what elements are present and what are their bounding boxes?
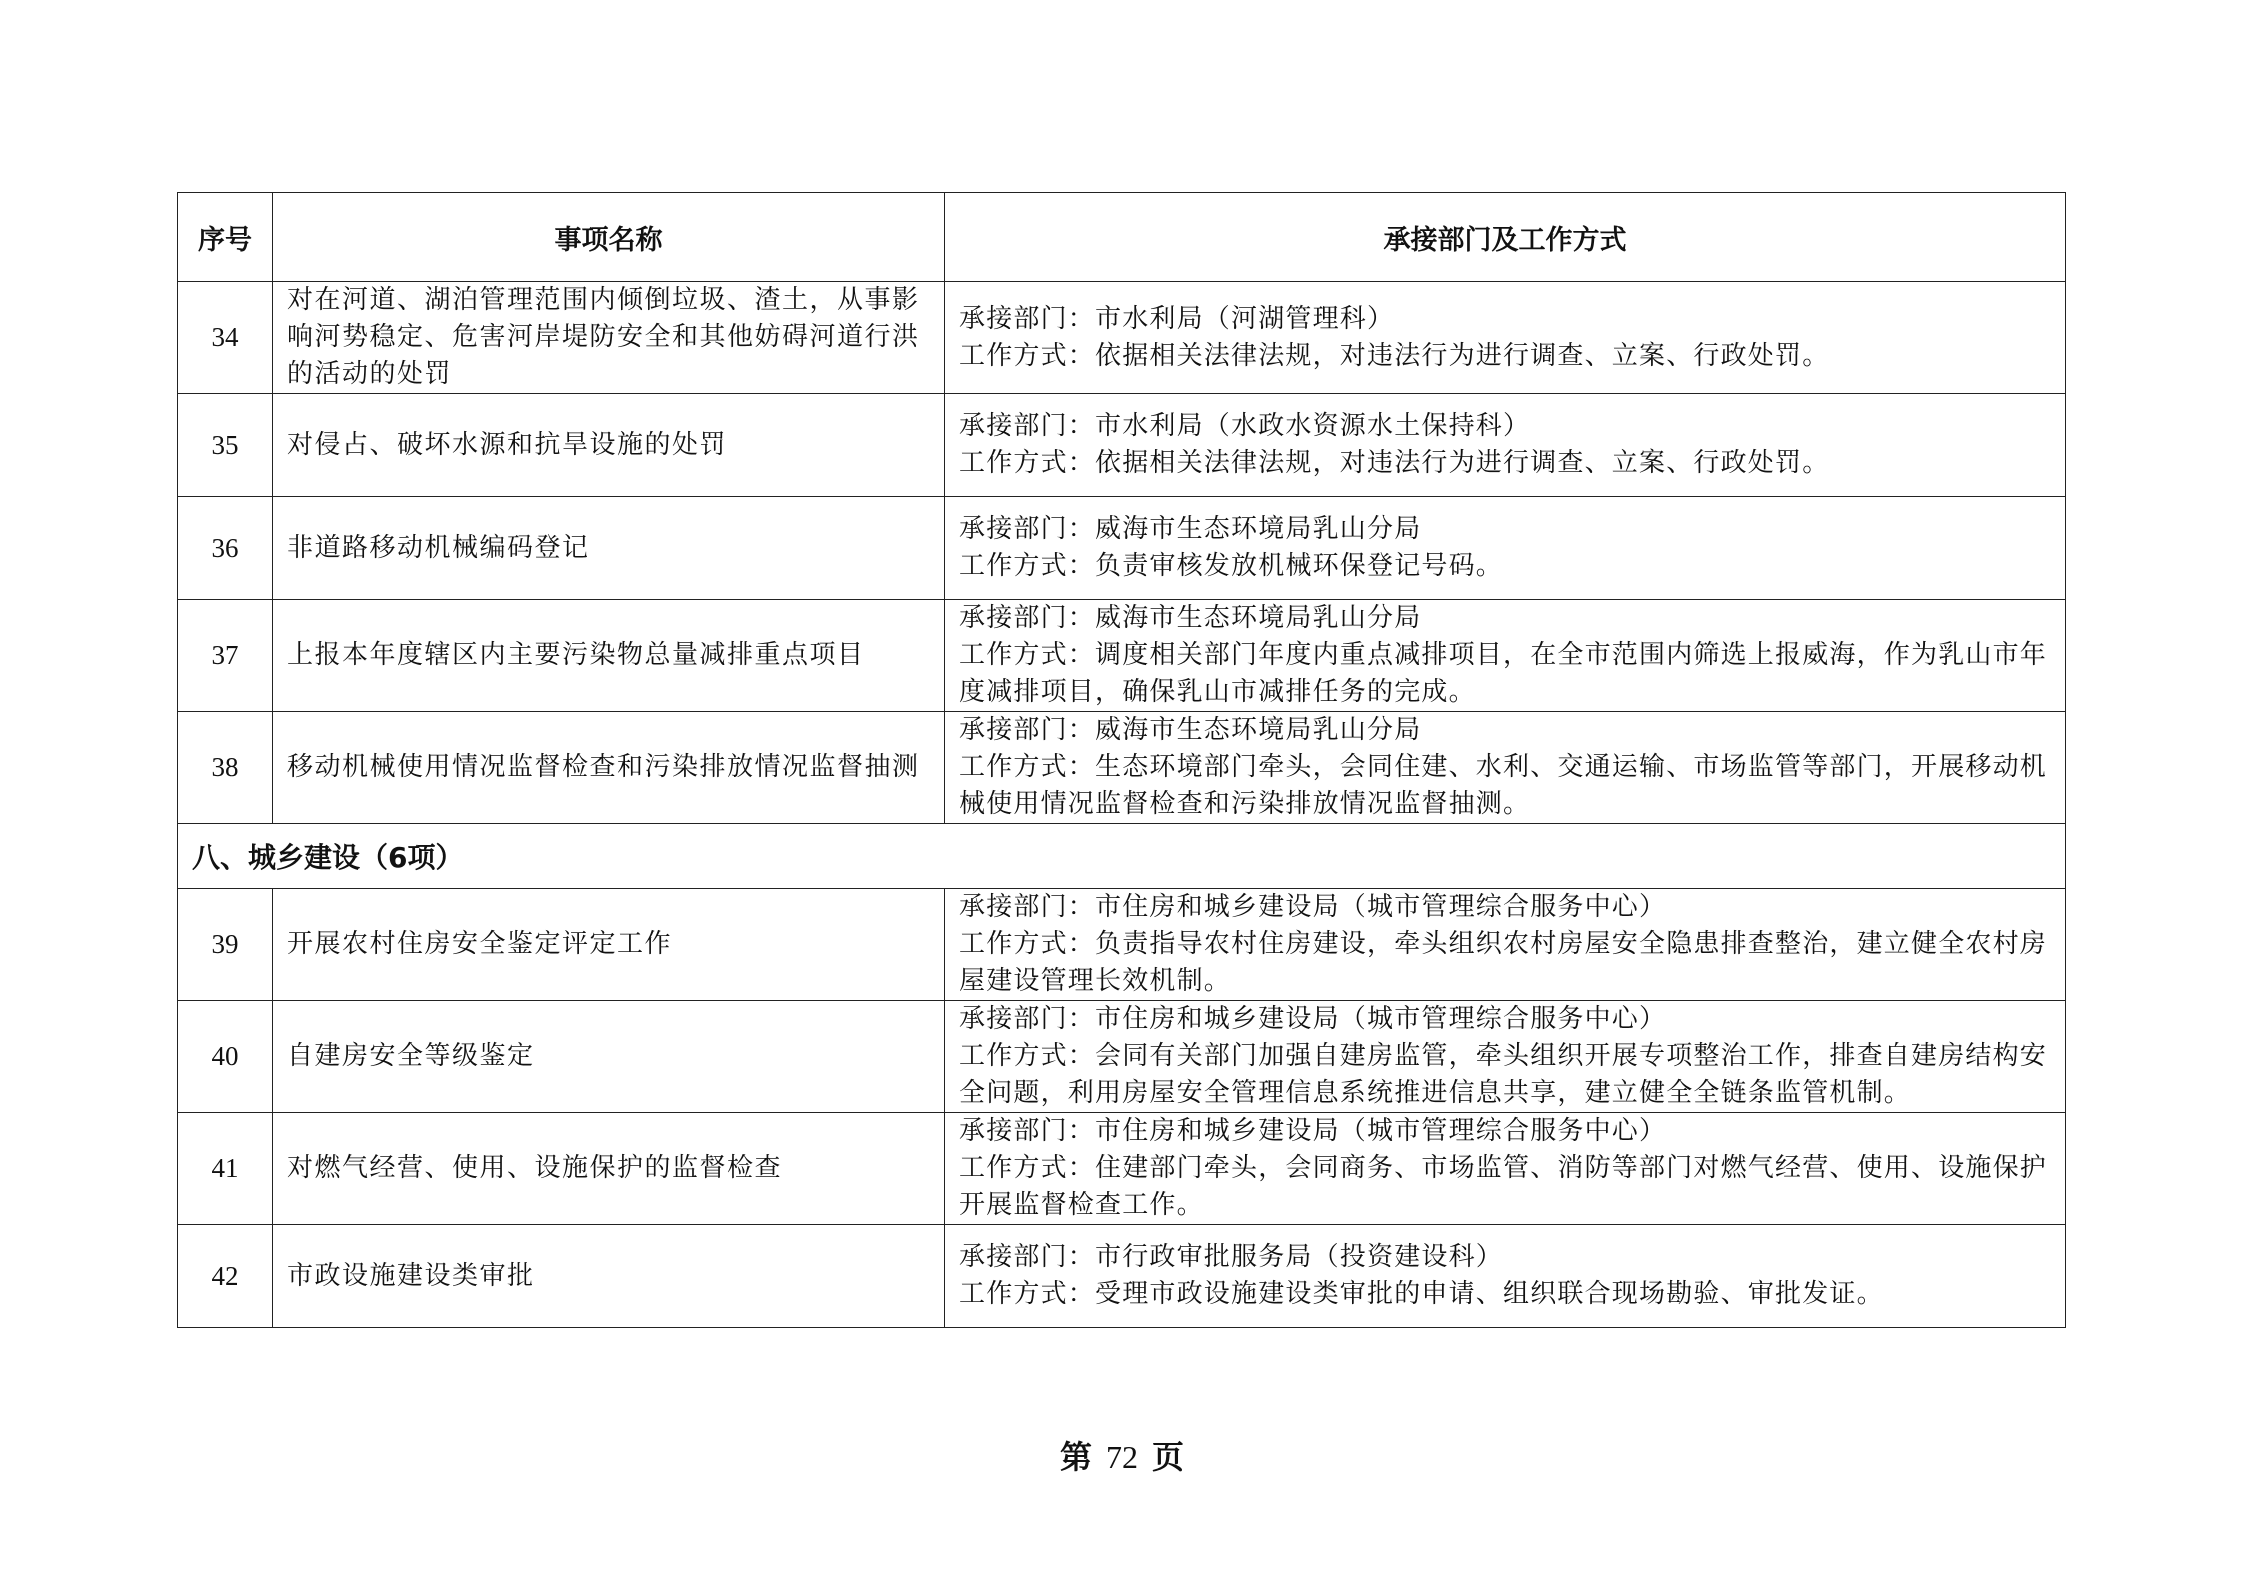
row-number: 37 [178,600,273,712]
row-number: 38 [178,712,273,824]
item-name: 自建房安全等级鉴定 [273,1001,945,1113]
dept-method-cell [945,600,2066,712]
item-name: 对在河道、湖泊管理范围内倾倒垃圾、渣土，从事影响河势稳定、危害河岸堤防安全和其他妨碍河道行洪的活动的处罚 [273,282,945,394]
dept-text: 承接部门：市住房和城乡建设局（城市管理综合服务中心） [959,1116,1667,1146]
page-number: 72 [1106,1439,1138,1475]
header-name: 事项名称 [273,193,945,282]
dept-method-cell [945,1225,2066,1328]
dept-text: 承接部门：市住房和城乡建设局（城市管理综合服务中心） [959,892,1667,922]
table-header-row [178,193,2066,282]
method-text: 工作方式：依据相关法律法规，对违法行为进行调查、立案、行政处罚。 [959,448,1830,478]
method-text: 工作方式：负责指导农村住房建设，牵头组织农村房屋安全隐患排查整治，建立健全农村房屋建设管理长效机制。 [959,929,2048,996]
dept-text: 承接部门：威海市生态环境局乳山分局 [959,514,1422,544]
item-name: 对侵占、破坏水源和抗旱设施的处罚 [273,394,945,497]
row-number: 39 [178,889,273,1001]
item-name: 对燃气经营、使用、设施保护的监督检查 [273,1113,945,1225]
header-dept: 承接部门及工作方式 [945,193,2066,282]
method-text: 工作方式：调度相关部门年度内重点减排项目，在全市范围内筛选上报威海，作为乳山市年度减排项目，确保乳山市减排任务的完成。 [959,640,2048,707]
section-row [178,824,2066,889]
dept-method-cell [945,497,2066,600]
table-row [178,1225,2066,1328]
item-name: 市政设施建设类审批 [273,1225,945,1328]
page-footer [0,1432,2244,1478]
dept-method-cell [945,394,2066,497]
row-number: 40 [178,1001,273,1113]
dept-text: 承接部门：市住房和城乡建设局（城市管理综合服务中心） [959,1004,1667,1034]
section-title: 八、城乡建设（6项） [178,824,2066,889]
row-number: 42 [178,1225,273,1328]
items-table [177,192,2066,1328]
item-name: 开展农村住房安全鉴定评定工作 [273,889,945,1001]
method-text: 工作方式：受理市政设施建设类审批的申请、组织联合现场勘验、审批发证。 [959,1279,1884,1309]
method-text: 工作方式：生态环境部门牵头，会同住建、水利、交通运输、市场监管等部门，开展移动机械使用情况监督检查和污染排放情况监督抽测。 [959,752,2048,819]
item-name: 移动机械使用情况监督检查和污染排放情况监督抽测 [273,712,945,824]
header-no: 序号 [178,193,273,282]
table-row [178,282,2066,394]
row-number: 34 [178,282,273,394]
row-number: 36 [178,497,273,600]
dept-text: 承接部门：威海市生态环境局乳山分局 [959,603,1422,633]
row-number: 35 [178,394,273,497]
dept-text: 承接部门：市水利局（水政水资源水土保持科） [959,411,1531,441]
dept-method-cell [945,1001,2066,1113]
page-suffix: 页 [1152,1438,1185,1476]
table-row [178,600,2066,712]
dept-method-cell [945,282,2066,394]
item-name: 非道路移动机械编码登记 [273,497,945,600]
dept-text: 承接部门：威海市生态环境局乳山分局 [959,715,1422,745]
method-text: 工作方式：负责审核发放机械环保登记号码。 [959,551,1504,581]
dept-text: 承接部门：市水利局（河湖管理科） [959,303,1395,334]
dept-method-cell [945,712,2066,824]
row-number: 41 [178,1113,273,1225]
table-row [178,497,2066,600]
item-name: 上报本年度辖区内主要污染物总量减排重点项目 [273,600,945,712]
method-text: 工作方式：住建部门牵头，会同商务、市场监管、消防等部门对燃气经营、使用、设施保护开展监督检查工作。 [959,1153,2048,1220]
table-row [178,712,2066,824]
dept-method-cell [945,889,2066,1001]
method-text: 工作方式：依据相关法律法规，对违法行为进行调查、立案、行政处罚。 [959,340,1830,371]
table-row [178,889,2066,1001]
page-prefix: 第 [1059,1438,1092,1476]
table-row [178,394,2066,497]
dept-text: 承接部门：市行政审批服务局（投资建设科） [959,1242,1504,1272]
table-row [178,1001,2066,1113]
dept-method-cell [945,1113,2066,1225]
method-text: 工作方式：会同有关部门加强自建房监管，牵头组织开展专项整治工作，排查自建房结构安全问题，利用房屋安全管理信息系统推进信息共享，建立健全全链条监管机制。 [959,1041,2048,1108]
table-row [178,1113,2066,1225]
